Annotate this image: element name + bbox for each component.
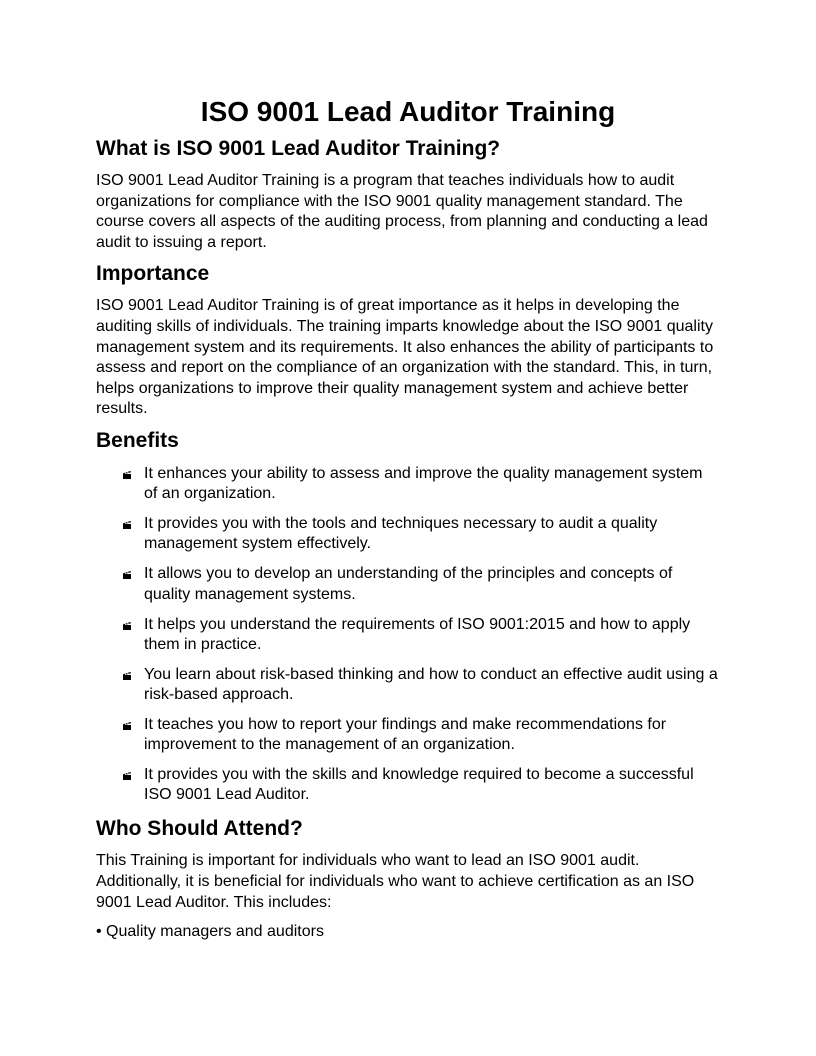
document-title: ISO 9001 Lead Auditor Training	[200, 96, 616, 127]
benefit-text: It enhances your ability to assess and improve the quality management system of an organization.	[144, 464, 703, 503]
list-item	[144, 765, 720, 805]
benefit-text: It teaches you how to report your findings and make recommendations for improvement to the management of an organization.	[144, 715, 667, 754]
list-item	[144, 564, 720, 604]
benefit-text: It provides you with the skills and knowledge required to become a successful ISO 9001 Lead Auditor.	[144, 766, 694, 804]
section-heading-importance: Importance	[96, 262, 210, 286]
section-body-what: ISO 9001 Lead Auditor Training is a program that teaches individuals how to audit organizations for compliance with the ISO 9001 quality management standard. The course covers all aspects of the auditing process, from planning and conducting a lead audit to issuing a report.	[96, 172, 708, 251]
benefit-text: It helps you understand the requirements of ISO 9001:2015 and how to apply them in practice.	[144, 615, 691, 653]
section-body-who: This Training is important for individuals who want to lead an ISO 9001 audit. Additionally, it is beneficial for individuals who want to achieve certification as an ISO 9001 Lead Auditor. This includes:	[96, 852, 695, 911]
list-item	[144, 464, 720, 504]
list-item	[144, 715, 720, 755]
section-body-importance: ISO 9001 Lead Auditor Training is of great importance as it helps in developing the auditing skills of individuals. The training imparts knowledge about the ISO 9001 quality management system and its requirements. It also enhances the ability of participants to assess and report on the compliance of an organization with the standard. This, in turn, helps organizations to improve their quality management system and achieve better results.	[96, 297, 714, 418]
benefit-text: It allows you to develop an understanding of the principles and concepts of quality management systems.	[144, 565, 673, 603]
list-item	[144, 615, 720, 655]
section-heading-benefits: Benefits	[96, 428, 179, 452]
clapperboard-bullet-icon	[122, 771, 132, 781]
clapperboard-bullet-icon	[122, 671, 132, 681]
benefit-text: It provides you with the tools and techniques necessary to audit a quality management system effectively.	[144, 515, 658, 553]
clapperboard-bullet-icon	[122, 570, 132, 580]
clapperboard-bullet-icon	[122, 520, 132, 530]
clapperboard-bullet-icon	[122, 470, 132, 480]
clapperboard-bullet-icon	[122, 621, 132, 631]
section-heading-what: What is ISO 9001 Lead Auditor Training?	[96, 137, 501, 160]
section-heading-who: Who Should Attend?	[96, 817, 303, 841]
list-item	[144, 665, 720, 705]
benefits-list	[96, 464, 720, 806]
clapperboard-bullet-icon	[122, 721, 132, 731]
list-item	[144, 514, 720, 554]
benefit-text: You learn about risk-based thinking and how to conduct an effective audit using a risk-based approach.	[144, 665, 718, 703]
attendee-item: • Quality managers and auditors	[96, 923, 324, 941]
